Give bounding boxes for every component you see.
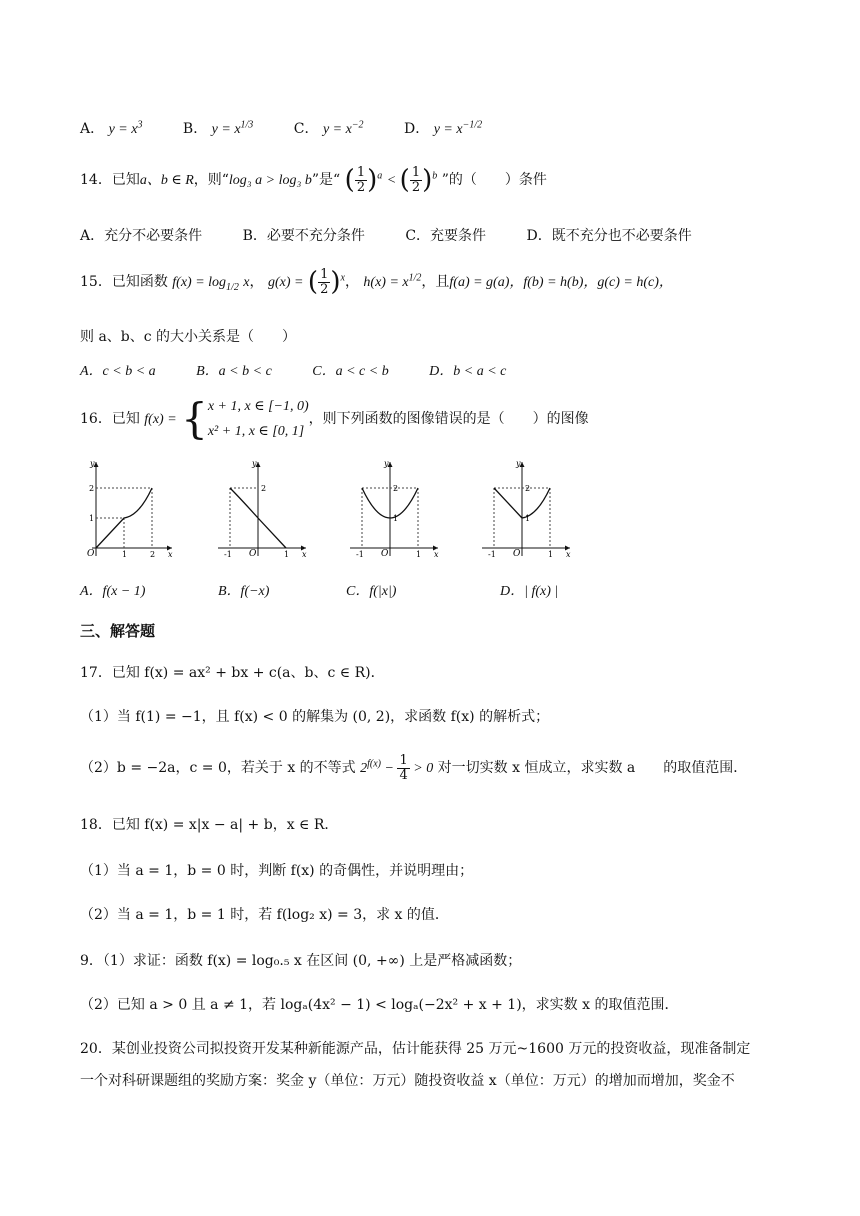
svg-text:O: O [513, 549, 521, 559]
svg-text:1: 1 [122, 550, 128, 559]
q13-option-c[interactable]: C． $y = x^{-2}$ [293, 119, 364, 137]
svg-text:x: x [434, 550, 439, 559]
q18-stem: 18．已知 f(x) = x|x − a| + b，x ∈ R． [80, 817, 339, 833]
q20-line2: 一个对科研课题组的奖励方案：奖金 y（单位：万元）随投资收益 x（单位：万元）的增加而增加，奖金不 [80, 1073, 735, 1089]
q16-stem: 16．已知 f(x) = {x + 1, x ∈ [−1, 0) x² + 1, x ∈ [0, 1]，则下列函数的图像错误的是（ ）的图像 [80, 394, 589, 443]
svg-text:2: 2 [261, 484, 267, 493]
svg-text:1: 1 [525, 514, 531, 523]
q15-stem-2: 则 a、b、c 的大小关系是（ ） [80, 329, 297, 345]
svg-text:y: y [384, 459, 389, 468]
q14-option-b[interactable]: B．必要不充分条件 [242, 228, 365, 244]
q18-part1: （1）当 a = 1，b = 0 时，判断 f(x) 的奇偶性，并说明理由； [80, 863, 474, 879]
graph-a [84, 458, 174, 562]
svg-text:2: 2 [89, 484, 95, 493]
svg-text:x: x [302, 550, 307, 559]
svg-text:y: y [516, 459, 521, 468]
graph-a-origin: O [87, 549, 95, 559]
q18-part2: （2）当 a = 1，b = 1 时，若 f(log₂ x) = 3，求 x 的值． [80, 907, 449, 923]
svg-text:2: 2 [393, 484, 399, 493]
q13-option-b[interactable]: B． $y = x^{1/3}$ [182, 119, 254, 137]
q13-option-a[interactable]: A． $y = x^3$ [80, 119, 143, 137]
svg-text:1: 1 [89, 514, 95, 523]
q14-option-d[interactable]: D．既不充分也不必要条件 [526, 228, 692, 244]
q16-option-d[interactable]: D．| f(x) | [500, 584, 559, 599]
q15-stem: 15．已知函数 $f(x) = \log_{1/2} x$， g(x) = ( $\frac{1}{2}$ )$^x$， $h(x) = x^{1/2}$，且f(a) = g(a)，f(b) = h(b)，g(c) = h(c)， [80, 267, 673, 298]
q13-options [80, 118, 518, 138]
q14-option-a[interactable]: A．充分不必要条件 [80, 228, 203, 244]
q20-line1: 20．某创业投资公司拟投资开发某种新能源产品，估计能获得 25 万元~1600 万元的投资收益，现准备制定 [80, 1041, 751, 1057]
q17-part2: （2）b = −2a，c = 0，若关于 x 的不等式 $2^{f(x)}$ − $\frac{1}{4}$ > 0 对一切实数 x 恒成立，求实数 a 的取值范围． [80, 753, 748, 783]
svg-text:1: 1 [393, 514, 399, 523]
svg-text:1: 1 [416, 550, 422, 559]
svg-text:1: 1 [284, 550, 290, 559]
q14-stem: 14．已知a、b ∈ R，则“log₃ a > log₃ b”是“ ( $\frac{1}{2}$ )$^a$ < ( $\frac{1}{2}$ )$^b$ ”的（ ）条件 [80, 165, 547, 196]
graph-c [350, 458, 440, 562]
q17-part1: （1）当 f(1) = −1，且 f(x) < 0 的解集为 (0, 2)，求函数 f(x) 的解析式； [80, 709, 550, 725]
q19-part2: （2）已知 a > 0 且 a ≠ 1，若 logₐ(4x² − 1) < logₐ(−2x² + x + 1)，求实数 x 的取值范围． [80, 997, 679, 1013]
q15-option-d[interactable]: D．b < a < c [429, 364, 507, 379]
svg-text:O: O [249, 549, 257, 559]
svg-text:O: O [381, 549, 389, 559]
graph-a-y-label: y [90, 459, 95, 468]
svg-text:2: 2 [150, 550, 156, 559]
svg-text:-1: -1 [488, 550, 496, 559]
q14-option-c[interactable]: C．充要条件 [405, 228, 487, 244]
q19-part1: 9．（1）求证：函数 f(x) = log₀.₅ x 在区间 (0, +∞) 上是严格减函数； [80, 953, 522, 969]
q15-option-a[interactable]: A．c < b < a [80, 364, 156, 379]
svg-text:-1: -1 [224, 550, 232, 559]
q15-options [80, 360, 542, 380]
q16-option-c[interactable]: C．f(|x|) [346, 584, 397, 599]
graph-a-x-label: x [168, 550, 173, 559]
svg-text:1: 1 [548, 550, 554, 559]
q15-option-c[interactable]: C．a < c < b [312, 364, 389, 379]
q15-option-b[interactable]: B．a < b < c [196, 364, 272, 379]
svg-text:x: x [566, 550, 571, 559]
graph-d [482, 458, 572, 562]
svg-text:2: 2 [525, 484, 531, 493]
q16-option-b[interactable]: B．f(−x) [218, 584, 270, 599]
q14-options [80, 225, 728, 245]
q13-option-d[interactable]: D． $y = x^{-1/2}$ [404, 119, 483, 137]
section-title: 三、解答题 [80, 622, 156, 640]
svg-text:y: y [252, 459, 257, 468]
graph-b [218, 458, 308, 562]
svg-text:-1: -1 [356, 550, 364, 559]
q16-option-a[interactable]: A．f(x − 1) [80, 584, 146, 599]
q17-stem: 17．已知 f(x) = ax² + bx + c(a、b、c ∈ R)． [80, 665, 385, 681]
